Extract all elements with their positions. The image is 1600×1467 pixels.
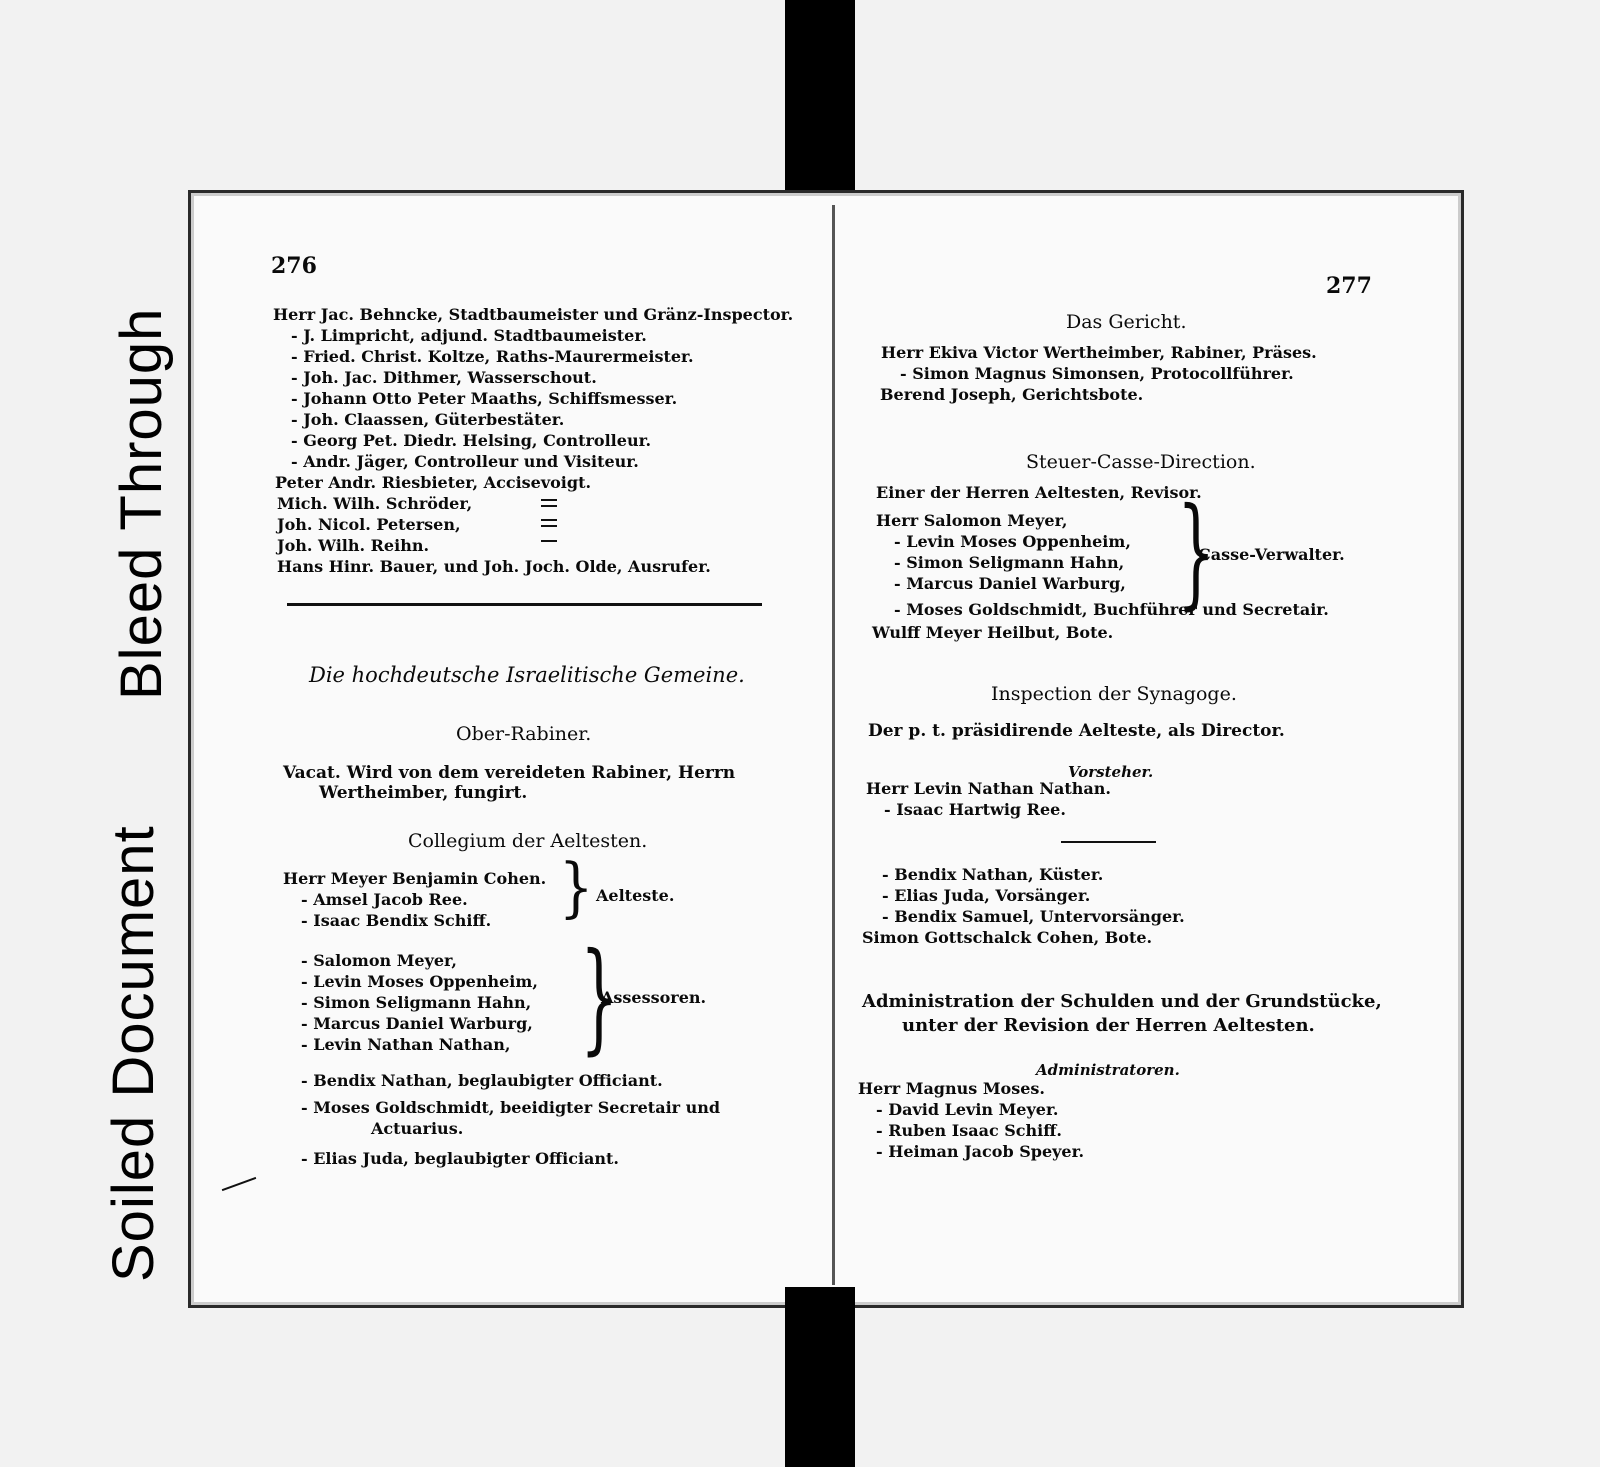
official-line: - Andr. Jäger, Controlleur und Visiteur. — [291, 452, 639, 471]
official-line: - Fried. Christ. Koltze, Raths-Maurermeister. — [291, 347, 694, 366]
bote-line: Wulff Meyer Heilbut, Bote. — [872, 623, 1114, 642]
official-line: - Joh. Jac. Dithmer, Wasserschout. — [291, 368, 597, 387]
admin-heading: unter der Revision der Herren Aeltesten. — [902, 1015, 1315, 1036]
official-line: Mich. Wilh. Schröder, — [277, 494, 473, 513]
brace: } — [1177, 483, 1216, 622]
casse-line: Herr Salomon Meyer, — [876, 511, 1068, 530]
kuester-line: - Bendix Samuel, Untervorsänger. — [882, 907, 1185, 926]
short-rule — [1061, 841, 1156, 843]
aelteste-line: - Isaac Bendix Schiff. — [301, 911, 492, 930]
soiled-document-label: Soiled Document — [101, 825, 166, 1282]
stray-pen-mark — [222, 1177, 257, 1191]
official-line: - Johann Otto Peter Maaths, Schiffsmesser. — [291, 389, 678, 408]
aelteste-line: Herr Meyer Benjamin Cohen. — [283, 869, 547, 888]
casse-label: Casse-Verwalter. — [1198, 545, 1345, 564]
director-line: Der p. t. präsidirende Aelteste, als Director. — [868, 721, 1285, 741]
page-number-left: 276 — [271, 253, 317, 279]
revisor-line: Einer der Herren Aeltesten, Revisor. — [876, 483, 1202, 502]
vorsteher-line: - Isaac Hartwig Ree. — [884, 800, 1066, 819]
secretair-line: Actuarius. — [371, 1119, 464, 1138]
brace: } — [580, 928, 619, 1067]
page-fold — [832, 205, 835, 1285]
official-line: Herr Jac. Behncke, Stadtbaumeister und Gränz-Inspector. — [273, 305, 794, 324]
open-book — [188, 190, 1464, 1308]
assessor-line: - Marcus Daniel Warburg, — [301, 1014, 533, 1033]
bleed-through-label: Bleed Through — [109, 307, 174, 700]
page-number-right: 277 — [1326, 273, 1372, 299]
elias-line: - Elias Juda, beglaubigter Officiant. — [301, 1149, 619, 1168]
section-title: Die hochdeutsche Israelitische Gemeine. — [309, 663, 745, 687]
official-line: - Joh. Claassen, Güterbestäter. — [291, 410, 565, 429]
gericht-line: Berend Joseph, Gerichtsbote. — [880, 385, 1144, 404]
assessor-line: - Simon Seligmann Hahn, — [301, 993, 532, 1012]
ditto-mark — [541, 499, 557, 501]
official-line: Joh. Wilh. Reihn. — [277, 536, 430, 555]
assessoren-label: Assessoren. — [601, 988, 707, 1007]
vorsteher-line: Herr Levin Nathan Nathan. — [866, 779, 1111, 798]
admin-heading: Administration der Schulden und der Grundstücke, — [862, 991, 1382, 1012]
ober-rabiner-heading: Ober-Rabiner. — [456, 723, 592, 745]
assessor-line: - Levin Nathan Nathan, — [301, 1035, 511, 1054]
spine-bottom-bar — [785, 1287, 855, 1467]
aelteste-line: - Amsel Jacob Ree. — [301, 890, 468, 909]
administratoren-label: Administratoren. — [1036, 1061, 1180, 1079]
gericht-heading: Das Gericht. — [1066, 311, 1187, 333]
gericht-line: Herr Ekiva Victor Wertheimber, Rabiner, Präses. — [881, 343, 1317, 362]
kuester-line: Simon Gottschalck Cohen, Bote. — [862, 928, 1153, 947]
administrator-line: - Heiman Jacob Speyer. — [876, 1142, 1085, 1161]
administrator-line: - David Levin Meyer. — [876, 1100, 1059, 1119]
casse-line: - Marcus Daniel Warburg, — [894, 574, 1126, 593]
administrator-line: - Ruben Isaac Schiff. — [876, 1121, 1062, 1140]
collegium-heading: Collegium der Aeltesten. — [408, 830, 648, 852]
ditto-mark — [541, 519, 557, 521]
secretair-line: - Moses Goldschmidt, beeidigter Secretair und — [301, 1098, 721, 1117]
inspection-heading: Inspection der Synagoge. — [991, 683, 1237, 705]
vacat-line: Wertheimber, fungirt. — [319, 783, 528, 803]
officiant-line: - Bendix Nathan, beglaubigter Officiant. — [301, 1071, 663, 1090]
administrator-line: Herr Magnus Moses. — [858, 1079, 1045, 1098]
kuester-line: - Bendix Nathan, Küster. — [882, 865, 1104, 884]
assessor-line: - Levin Moses Oppenheim, — [301, 972, 538, 991]
vacat-line: Vacat. Wird von dem vereideten Rabiner, Herrn — [283, 763, 736, 783]
steuer-heading: Steuer-Casse-Direction. — [1026, 451, 1256, 473]
assessor-line: - Salomon Meyer, — [301, 951, 457, 970]
ditto-mark — [541, 525, 557, 527]
gericht-line: - Simon Magnus Simonsen, Protocollführer. — [900, 364, 1294, 383]
section-rule — [287, 603, 762, 606]
brace: } — [559, 849, 594, 926]
aelteste-label: Aelteste. — [596, 886, 675, 905]
official-line: Peter Andr. Riesbieter, Accisevoigt. — [275, 473, 592, 492]
official-line: Joh. Nicol. Petersen, — [277, 515, 461, 534]
kuester-line: - Elias Juda, Vorsänger. — [882, 886, 1091, 905]
ditto-mark — [541, 505, 557, 507]
official-line: - J. Limpricht, adjund. Stadtbaumeister. — [291, 326, 647, 345]
official-line: Hans Hinr. Bauer, und Joh. Joch. Olde, Ausrufer. — [277, 557, 711, 576]
spine-top-bar — [785, 0, 855, 205]
official-line: - Georg Pet. Diedr. Helsing, Controlleur. — [291, 431, 652, 450]
casse-line: - Simon Seligmann Hahn, — [894, 553, 1125, 572]
buchfuehrer-line: - Moses Goldschmidt, Buchführer und Secretair. — [894, 600, 1329, 619]
casse-line: - Levin Moses Oppenheim, — [894, 532, 1131, 551]
ditto-mark — [541, 540, 557, 542]
vorsteher-label: Vorsteher. — [1068, 763, 1154, 781]
